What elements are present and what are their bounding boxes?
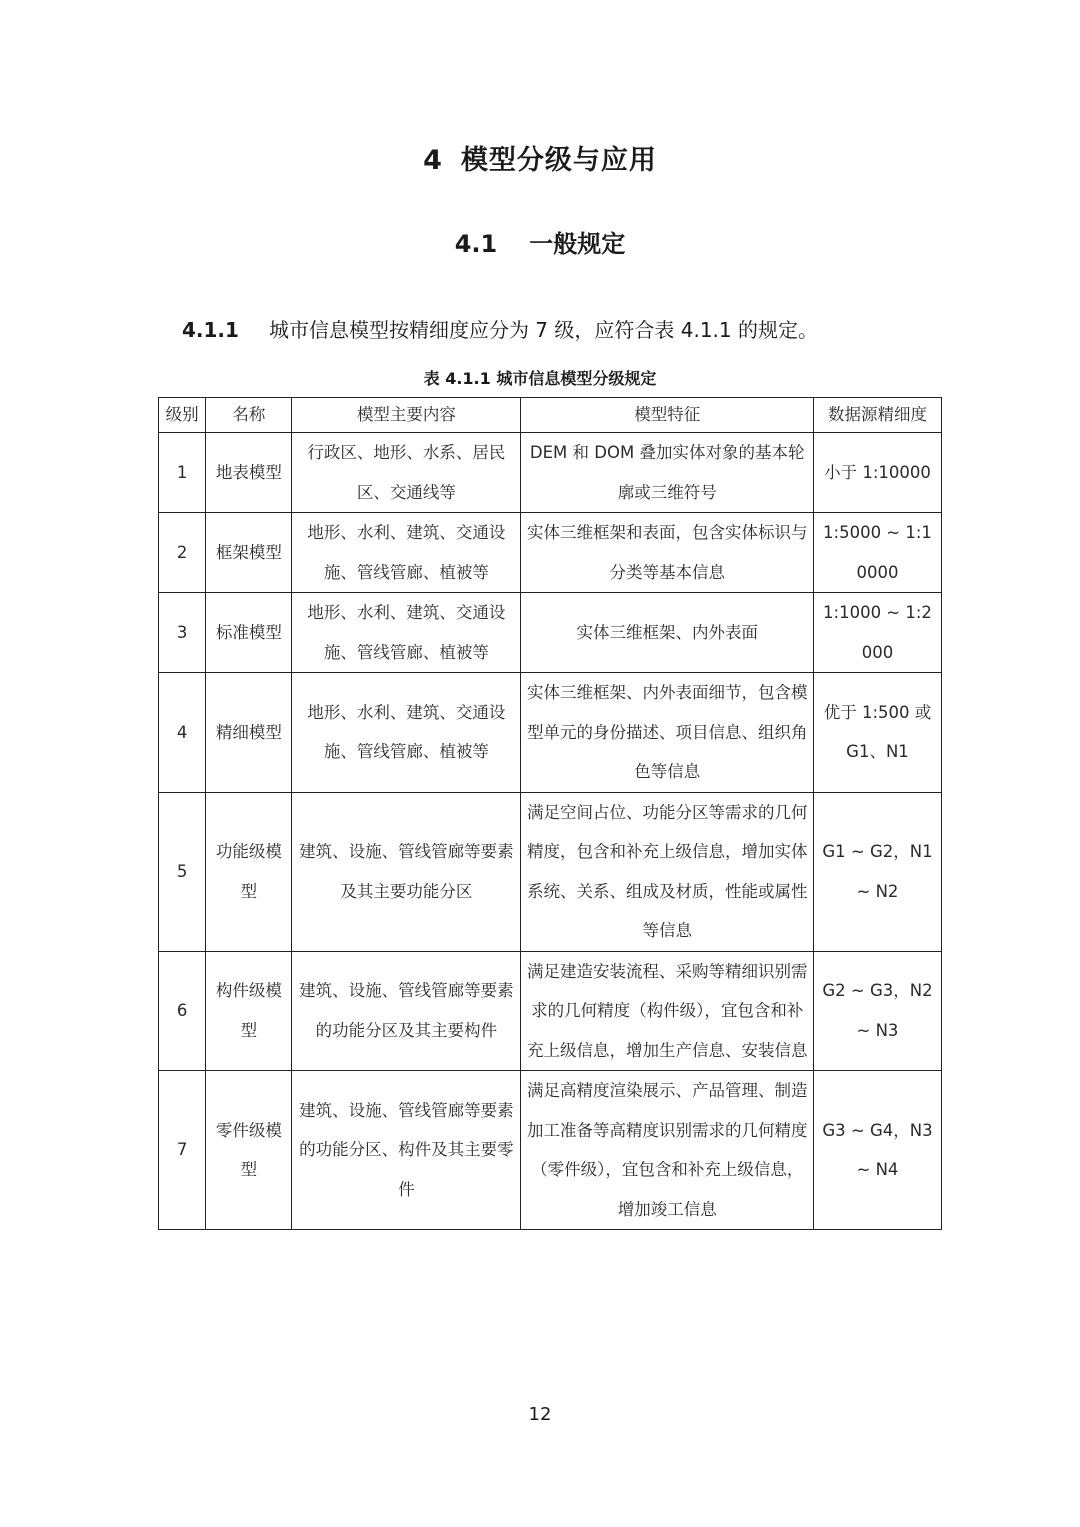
header-feature: 模型特征 [521,398,814,433]
cell-precision: G2 ~ G3，N2 ~ N3 [813,951,941,1071]
cell-feature: 实体三维框架和表面，包含实体标识与分类等基本信息 [521,513,814,593]
model-grade-table [158,397,942,1230]
cell-content: 地形、水利、建筑、交通设施、管线管廊、植被等 [292,513,521,593]
cell-feature: 满足空间占位、功能分区等需求的几何精度，包含和补充上级信息，增加实体系统、关系、组成及材质，性能或属性等信息 [521,792,814,951]
cell-feature: 满足高精度渲染展示、产品管理、制造加工准备等高精度识别需求的几何精度（零件级），宜包含和补充上级信息，增加竣工信息 [521,1071,814,1230]
cell-precision: 小于 1:10000 [813,433,941,513]
cell-name: 构件级模型 [206,951,292,1071]
cell-name: 框架模型 [206,513,292,593]
cell-precision: G1 ~ G2，N1 ~ N2 [813,792,941,951]
header-content: 模型主要内容 [292,398,521,433]
page-number: 12 [528,1404,552,1425]
cell-level: 1 [159,433,206,513]
section-title [0,224,1080,259]
cell-name: 地表模型 [206,433,292,513]
cell-precision: 1:5000 ~ 1:10000 [813,513,941,593]
cell-level: 3 [159,593,206,673]
cell-feature: 实体三维框架、内外表面 [521,593,814,673]
cell-level: 5 [159,792,206,951]
cell-level: 7 [159,1071,206,1230]
cell-content: 建筑、设施、管线管廊等要素的功能分区、构件及其主要零件 [292,1071,521,1230]
table-row [159,513,942,593]
chapter-number: 4 [423,145,443,176]
section-number: 4.1 [454,230,498,258]
cell-feature: 满足建造安装流程、采购等精细识别需求的几何精度（构件级），宜包含和补充上级信息，增加生产信息、安装信息 [521,951,814,1071]
table-row [159,673,942,793]
table-row [159,433,942,513]
cell-precision: G3 ~ G4，N3 ~ N4 [813,1071,941,1230]
table-header-row [159,398,942,433]
cell-content: 地形、水利、建筑、交通设施、管线管廊、植被等 [292,593,521,673]
cell-content: 地形、水利、建筑、交通设施、管线管廊、植被等 [292,673,521,793]
chapter-title-text: 模型分级与应用 [460,145,657,176]
cell-name: 功能级模型 [206,792,292,951]
cell-feature: DEM 和 DOM 叠加实体对象的基本轮廓或三维符号 [521,433,814,513]
clause-paragraph [182,314,818,343]
cell-name: 标准模型 [206,593,292,673]
table-row [159,951,942,1071]
cell-precision: 优于 1:500 或 G1、N1 [813,673,941,793]
cell-level: 4 [159,673,206,793]
clause-text: 城市信息模型按精细度应分为 7 级，应符合表 4.1.1 的规定。 [268,318,818,342]
cell-content: 建筑、设施、管线管廊等要素的功能分区及其主要构件 [292,951,521,1071]
section-title-text: 一般规定 [529,230,626,258]
cell-level: 6 [159,951,206,1071]
header-level: 级别 [159,398,206,433]
chapter-title [0,138,1080,177]
table-caption: 表 4.1.1 城市信息模型分级规定 [423,369,657,388]
table-row [159,1071,942,1230]
cell-content: 行政区、地形、水系、居民区、交通线等 [292,433,521,513]
cell-level: 2 [159,513,206,593]
cell-precision: 1:1000 ~ 1:2000 [813,593,941,673]
table-row [159,792,942,951]
cell-content: 建筑、设施、管线管廊等要素及其主要功能分区 [292,792,521,951]
header-name: 名称 [206,398,292,433]
cell-feature: 实体三维框架、内外表面细节，包含模型单元的身份描述、项目信息、组织角色等信息 [521,673,814,793]
clause-number: 4.1.1 [182,318,239,342]
table-row [159,593,942,673]
cell-name: 零件级模型 [206,1071,292,1230]
header-precision: 数据源精细度 [813,398,941,433]
cell-name: 精细模型 [206,673,292,793]
